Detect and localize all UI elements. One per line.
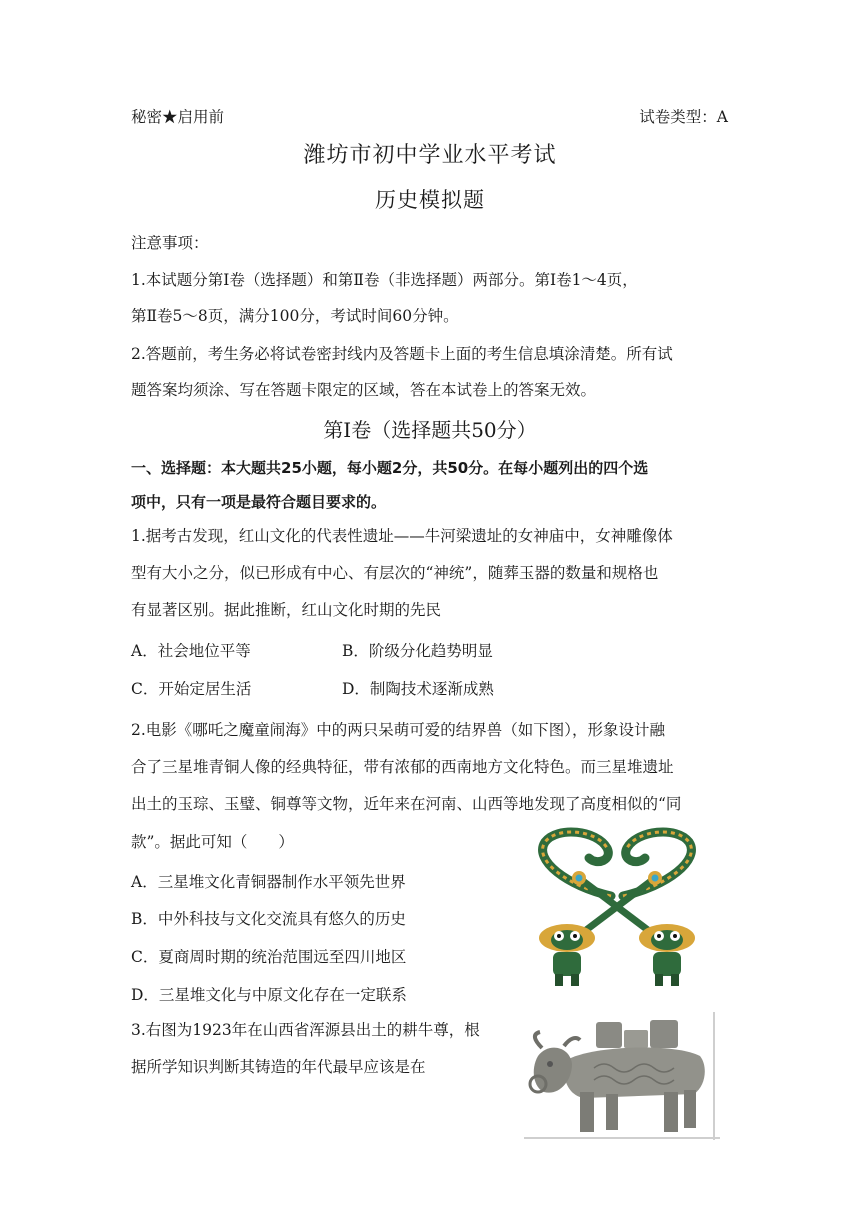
q2-stem-line-1: 2.电影《哪吒之魔童闹海》中的两只呆萌可爱的结界兽（如下图），形象设计融	[131, 721, 666, 739]
notice-item-1-line-1: 1.本试题分第Ⅰ卷（选择题）和第Ⅱ卷（非选择题）两部分。第Ⅰ卷1～4页，	[131, 271, 638, 289]
q1-option-b: B．阶级分化趋势明显	[342, 642, 493, 660]
q1-stem-line-2: 型有大小之分，似已形成有中心、有层次的“神统”，随葬玉器的数量和规格也	[131, 564, 659, 582]
boundary-beasts-image	[527, 826, 707, 990]
q3-stem-line-1: 3.右图为1923年在山西省浑源县出土的耕牛尊，根	[131, 1021, 480, 1039]
q2-stem-line-2: 合了三星堆青铜人像的经典特征，带有浓郁的西南地方文化特色。而三星堆遗址	[131, 758, 674, 776]
exam-subtitle: 历史模拟题	[375, 188, 485, 212]
exam-title: 潍坊市初中学业水平考试	[303, 143, 557, 168]
q2-stem-line-3: 出土的玉琮、玉璧、铜尊等文物，近年来在河南、山西等地发现了高度相似的“同	[131, 795, 682, 813]
section-instructions-line-2: 项中，只有一项是最符合题目要求的。	[131, 493, 387, 511]
q2-option-b: B．中外科技与文化交流具有悠久的历史	[131, 910, 406, 928]
q1-option-c: C．开始定居生活	[131, 680, 252, 698]
q1-option-d: D．制陶技术逐渐成熟	[342, 680, 494, 698]
q1-stem-line-1: 1.据考古发现，红山文化的代表性遗址——牛河梁遗址的女神庙中，女神雕像体	[131, 527, 673, 545]
notice-heading: 注意事项：	[131, 234, 209, 252]
q3-stem-line-2: 据所学知识判断其铸造的年代最早应该是在	[131, 1058, 426, 1076]
section-title: 第Ⅰ卷（选择题共50分）	[323, 418, 537, 442]
q2-stem-line-4: 款”。据此可知（ ）	[131, 833, 294, 851]
q2-option-a: A．三星堆文化青铜器制作水平领先世界	[131, 873, 406, 891]
bronze-ox-zun-image	[524, 1012, 720, 1140]
q1-stem-line-3: 有显著区别。据此推断，红山文化时期的先民	[131, 601, 442, 619]
confidential-label: 秘密★启用前	[131, 108, 225, 126]
q2-option-d: D．三星堆文化与中原文化存在一定联系	[131, 986, 407, 1004]
notice-item-2-line-1: 2.答题前，考生务必将试卷密封线内及答题卡上面的考生信息填涂清楚。所有试	[131, 345, 673, 363]
notice-item-2-line-2: 题答案均须涂、写在答题卡限定的区域，答在本试卷上的答案无效。	[131, 381, 597, 399]
q1-option-a: A．社会地位平等	[131, 642, 251, 660]
paper-type-label: 试卷类型：A	[639, 108, 728, 126]
notice-item-1-line-2: 第Ⅱ卷5～8页，满分100分，考试时间60分钟。	[131, 307, 459, 325]
section-instructions-line-1: 一、选择题：本大题共25小题，每小题2分，共50分。在每小题列出的四个选	[131, 459, 649, 477]
q2-option-c: C．夏商周时期的统治范围远至四川地区	[131, 948, 407, 966]
